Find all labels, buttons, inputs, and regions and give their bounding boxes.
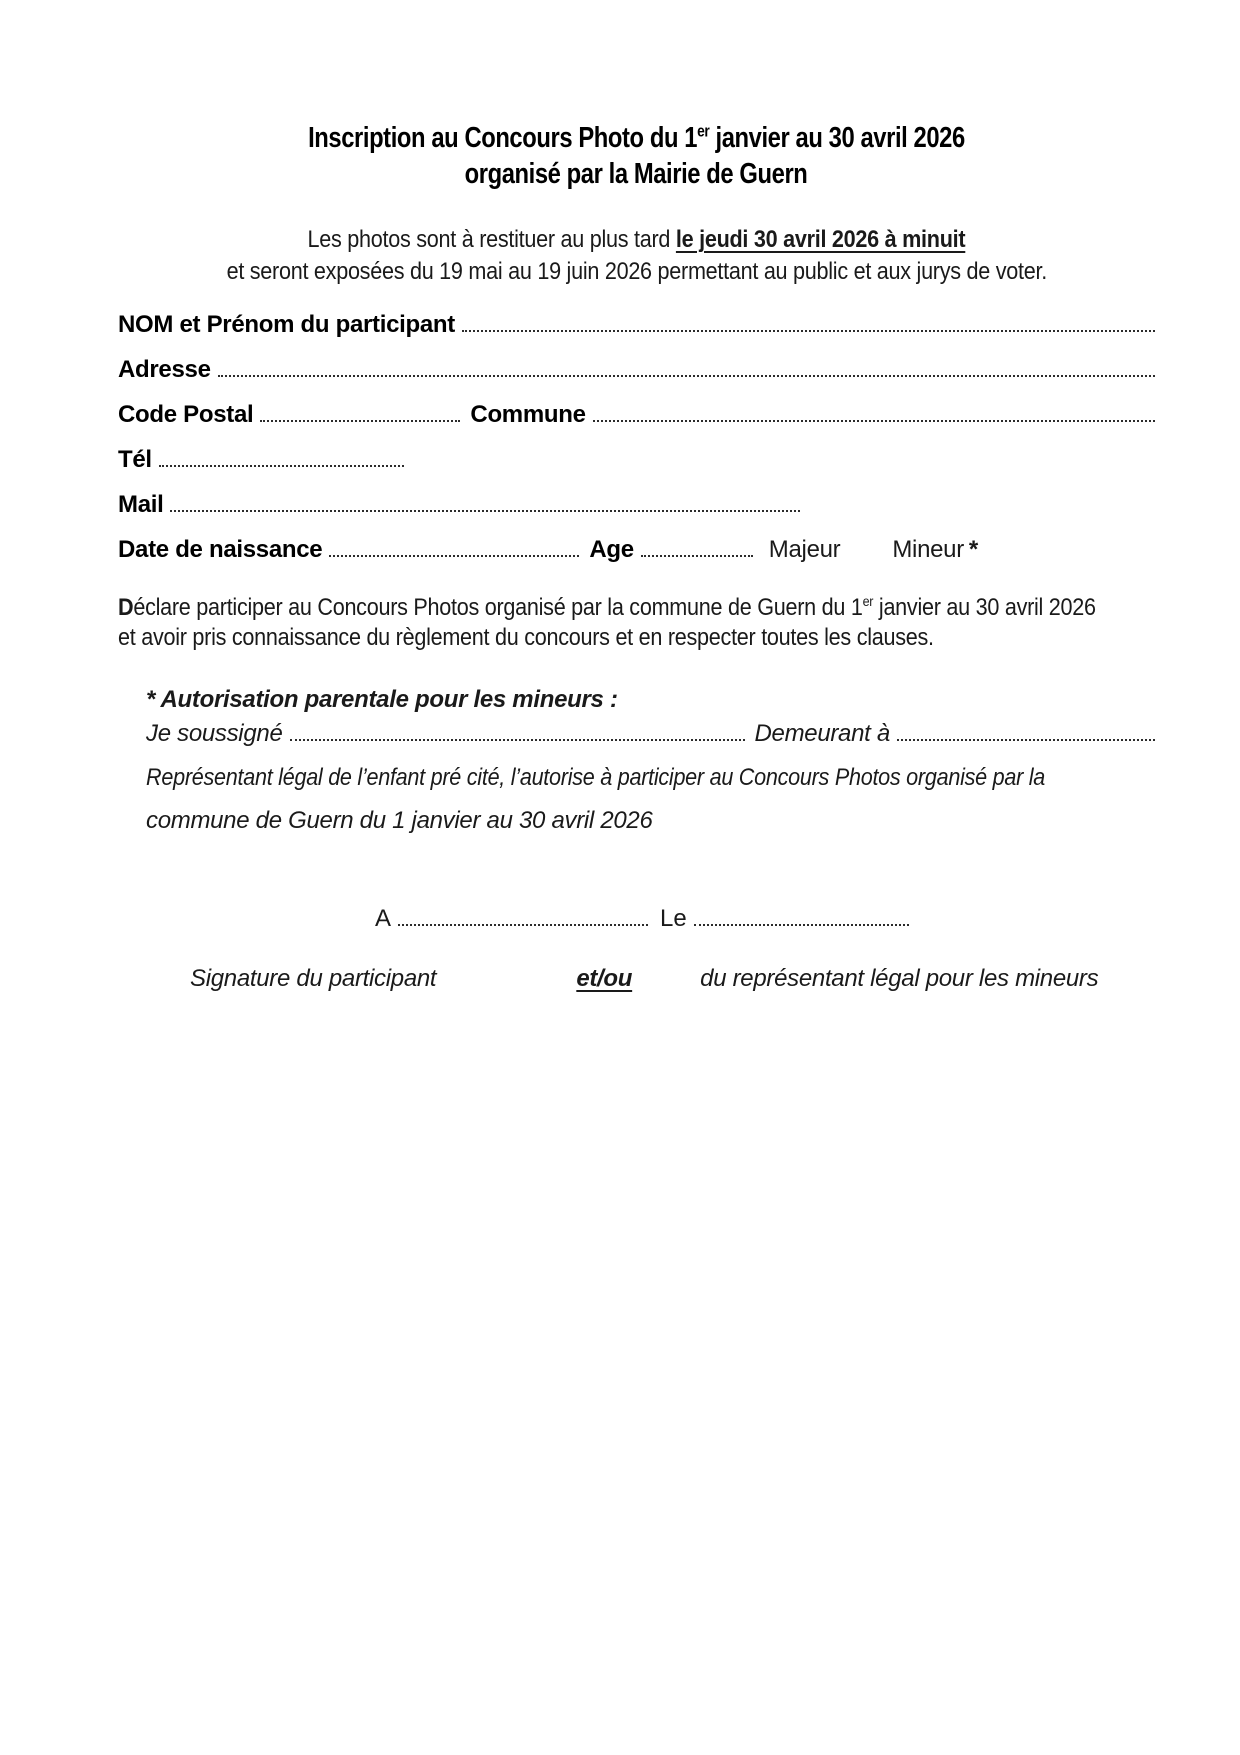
parental-line-2 [146,765,1155,791]
phone-label: Tél [118,446,152,473]
title-ordinal-superscript: er [697,121,710,141]
age-blank-line [641,550,753,557]
commune-blank-line [593,415,1155,422]
intro-paragraph [118,224,1155,288]
title-line-1 [118,120,1155,156]
parental-subscriber-row [146,721,1155,747]
signature-legal-representative-label: du représentant légal pour les mineurs [700,965,1099,992]
majeur-option: Majeur [768,536,841,563]
intro-line-2 [118,256,1155,288]
place-blank-line [398,919,648,926]
name-blank-line [462,325,1155,332]
place-date-row [375,906,1155,932]
parental-heading [146,687,1155,713]
address-blank-line [218,370,1155,377]
name-label: NOM et Prénom du participant [118,311,455,338]
phone-blank-line [159,460,404,467]
field-row-address [118,357,1155,383]
declaration-paragraph [118,593,1155,653]
form-fields [118,312,1155,563]
declaration-ordinal-superscript: er [862,593,874,609]
birth-date-blank-line [329,550,579,557]
field-row-mail [118,492,1155,518]
age-label: Age [589,536,634,563]
field-row-postal-commune [118,402,1155,428]
mail-blank-line [170,505,800,512]
title-line-2 [118,156,1155,192]
declaration-line1-dates: janvier au 30 avril 2026 [873,594,1096,621]
intro-deadline-text: Les photos sont à restituer au plus tard [307,226,676,253]
demeurant-a-label: Demeurant à [754,720,890,747]
date-blank-line [694,919,909,926]
field-row-phone [118,447,1155,473]
declaration-line1-text: éclare participer au Concours Photos organisé par la commune de Guern du 1 [133,594,863,621]
field-row-birth [118,537,1155,563]
intro-deadline-emphasis: le jeudi 30 avril 2026 à minuit [675,226,966,253]
signature-connector: et/ou [576,965,633,992]
postal-code-blank-line [260,415,460,422]
title-line1-text: Inscription au Concours Photo du 1 [308,122,698,154]
declaration-lead-letter: D [118,594,134,621]
mail-label: Mail [118,491,164,518]
intro-exposition-text: et seront exposées du 19 mai au 19 juin 2026 permettant au public et aux jurys de voter. [226,258,1047,285]
declaration-line-2 [118,623,1155,653]
birth-date-label: Date de naissance [118,536,323,563]
parental-line3-text: commune de Guern du 1 janvier au 30 avril 2026 [146,807,653,834]
parental-line-3 [146,808,1155,834]
parental-heading-text: * Autorisation parentale pour les mineurs : [146,686,618,713]
subscriber-blank-line [290,734,745,741]
mineur-asterisk: * [968,536,978,563]
address-label: Adresse [118,356,211,383]
declaration-line-1 [118,593,1155,623]
date-label: Le [660,905,687,932]
mineur-option: Mineur [892,536,964,563]
page-title [118,120,1155,192]
residing-blank-line [897,734,1155,741]
signature-row [118,966,1155,992]
signature-participant-label: Signature du participant [190,965,437,992]
je-soussigne-label: Je soussigné [146,720,283,747]
field-row-name [118,312,1155,338]
commune-label: Commune [470,401,586,428]
declaration-line2-text: et avoir pris connaissance du règlement du concours et en respecter toutes les clauses. [118,624,934,651]
intro-line-1 [118,224,1155,256]
parental-authorization-section [146,687,1155,834]
place-label: A [375,905,392,932]
parental-line2-text: Représentant légal de l’enfant pré cité, l’autorise à participer au Concours Photos organisé par la [146,764,1046,791]
title-line1-dates: janvier au 30 avril 2026 [709,122,965,154]
title-organizer: organisé par la Mairie de Guern [465,158,808,190]
postal-code-label: Code Postal [118,401,254,428]
